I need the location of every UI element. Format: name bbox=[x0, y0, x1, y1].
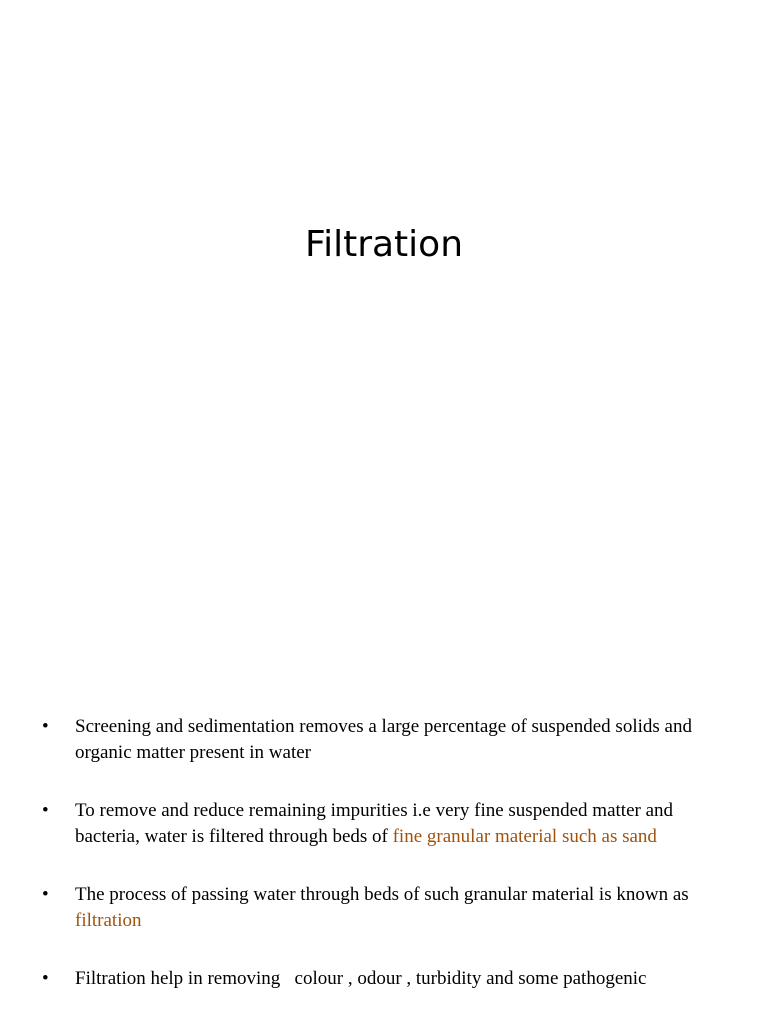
bullet-item-process-definition bbox=[42, 882, 722, 934]
bullet-icon: • bbox=[42, 716, 49, 737]
bullet-item-screening bbox=[42, 714, 722, 766]
bullet-text: The process of passing water through beds of such granular material is known as bbox=[75, 884, 689, 905]
bullet-text: Filtration help in removing colour , odour , turbidity and some pathogenic bbox=[75, 968, 647, 989]
bullet-text: Screening and sedimentation removes a large percentage of suspended solids and organic matter present in water bbox=[75, 716, 692, 763]
bullet-item-remove-impurities bbox=[42, 798, 722, 850]
highlighted-text: fine granular material such as sand bbox=[392, 826, 657, 847]
bullet-icon: • bbox=[42, 884, 49, 905]
slide-title: Filtration bbox=[304, 224, 464, 265]
bullet-item-filtration-benefits bbox=[42, 966, 722, 992]
bullet-icon: • bbox=[42, 968, 49, 989]
bullet-text: To remove and reduce remaining impurities i.e very fine suspended matter and bacteria, water is filtered through beds of bbox=[75, 800, 674, 847]
highlighted-text: filtration bbox=[75, 910, 142, 931]
bullet-icon: • bbox=[42, 800, 49, 821]
bullet-list bbox=[42, 714, 722, 1024]
